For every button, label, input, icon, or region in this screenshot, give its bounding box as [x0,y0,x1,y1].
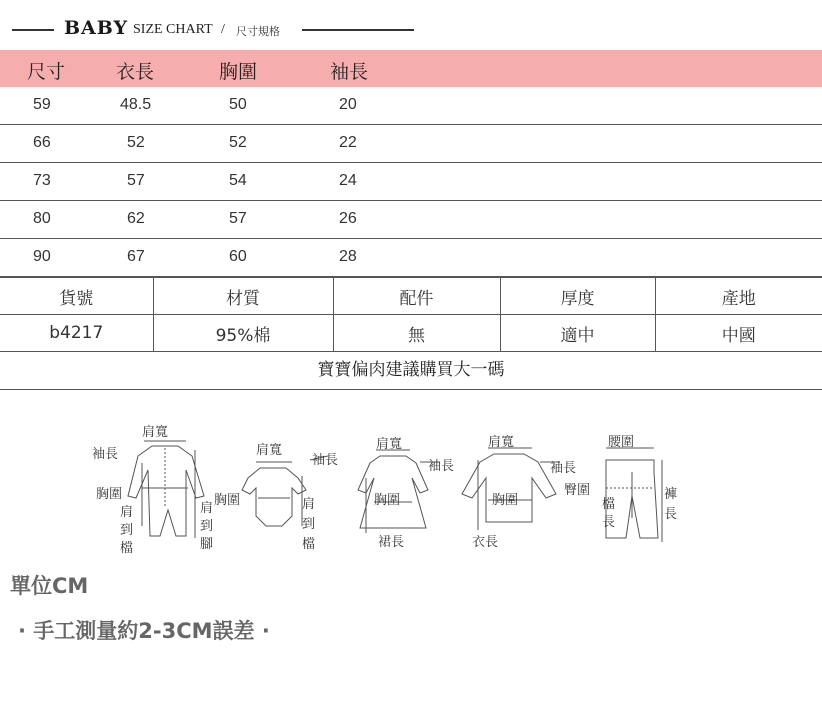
info-thickness: 適中 [500,315,655,352]
header-subtitle-zh: 尺寸規格 [236,25,280,38]
info-header-material: 材質 [153,278,333,315]
bodysuit-chest-label: 胸圍 [214,493,241,508]
table-row [0,201,822,239]
cell-size: 90 [33,248,51,265]
top-chest-label: 胸圍 [492,493,519,508]
romper-to-label-1: 到 [120,523,134,538]
cell-length: 62 [127,210,145,227]
header-chest: 胸圍 [219,61,258,83]
cell-chest: 57 [229,210,247,227]
info-header-thickness: 厚度 [500,278,655,315]
size-table [0,50,822,277]
romper-shoulder-label-2: 肩 [200,501,214,516]
chart-header [0,14,822,46]
cell-length: 52 [127,134,145,151]
romper-shoulder-label-1: 肩 [120,505,134,520]
product-info-table [0,277,822,352]
measurement-diagrams [80,418,700,568]
romper-shoulder-label: 肩寬 [142,425,169,440]
info-header-accessories: 配件 [333,278,500,315]
header-rule-right [302,29,414,31]
bodysuit-sleeve-label: 袖長 [312,453,339,468]
cell-length: 48.5 [120,96,152,113]
cell-size: 80 [33,210,51,227]
bodysuit-shoulder-label: 肩寬 [256,443,283,458]
info-header-row [0,278,822,315]
header-brand: BABY [64,17,129,39]
table-row [0,125,822,163]
dress-chest-label: 胸圍 [374,493,401,508]
romper-to-label-2: 到 [200,519,214,534]
info-header-item-no: 貨號 [0,278,153,315]
cell-size: 73 [33,172,51,189]
cell-chest: 52 [229,134,247,151]
pants-rise-label-2: 長 [602,515,616,530]
cell-size: 59 [33,96,51,113]
bodysuit-crotch-label: 檔 [302,537,316,552]
table-row [0,87,822,125]
romper-illustration [128,441,204,538]
info-origin: 中國 [655,315,822,352]
romper-sleeve-label: 袖長 [92,447,119,462]
romper-crotch-label: 檔 [120,541,134,556]
header-subtitle: SIZE CHART [133,22,213,37]
cell-sleeve: 26 [339,210,357,227]
cell-chest: 54 [229,172,247,189]
size-table-header [0,50,822,87]
top-sleeve-label: 袖長 [550,461,577,476]
cell-size: 66 [33,134,51,151]
bodysuit-to-label: 到 [302,517,316,532]
info-header-origin: 產地 [655,278,822,315]
header-rule-left [12,29,54,31]
dress-shoulder-label: 肩寬 [376,437,403,452]
cell-sleeve: 20 [339,96,357,113]
pants-length-label-1: 褲 [664,487,678,502]
info-value-row [0,315,822,352]
pants-waist-label: 腰圍 [608,435,635,450]
garment-illustrations [80,418,700,568]
info-accessories: 無 [333,315,500,352]
header-length: 衣長 [116,61,155,83]
cell-sleeve: 24 [339,172,357,189]
header-size: 尺寸 [27,61,66,83]
top-illustration [462,448,560,530]
info-item-no: b4217 [0,315,153,352]
measurement-error-note: · 手工測量約2-3CM誤差 · [18,619,270,643]
cell-chest: 60 [229,248,247,265]
cell-sleeve: 22 [339,134,357,151]
bodysuit-shoulder-label-1: 肩 [302,497,316,512]
size-advice-note: 寶寶偏肉建議購買大一碼 [0,352,822,390]
table-row [0,239,822,277]
table-row [0,163,822,201]
header-sleeve: 袖長 [330,61,369,83]
dress-skirt-length-label: 裙長 [378,535,405,550]
info-material: 95%棉 [153,315,333,352]
cell-chest: 50 [229,96,247,113]
cell-sleeve: 28 [339,248,357,265]
pants-rise-label-1: 檔 [602,497,616,512]
romper-chest-label: 胸圍 [96,487,123,502]
dress-sleeve-label: 袖長 [428,459,455,474]
pants-length-label-2: 長 [664,507,678,522]
romper-foot-label: 腳 [200,537,214,552]
cell-length: 57 [127,172,145,189]
top-shoulder-label: 肩寬 [488,435,515,450]
unit-label: 單位CM [10,574,89,598]
header-separator: / [221,22,225,37]
cell-length: 67 [127,248,145,265]
top-length-label: 衣長 [472,535,499,550]
pants-hip-label: 臀圍 [564,483,591,498]
